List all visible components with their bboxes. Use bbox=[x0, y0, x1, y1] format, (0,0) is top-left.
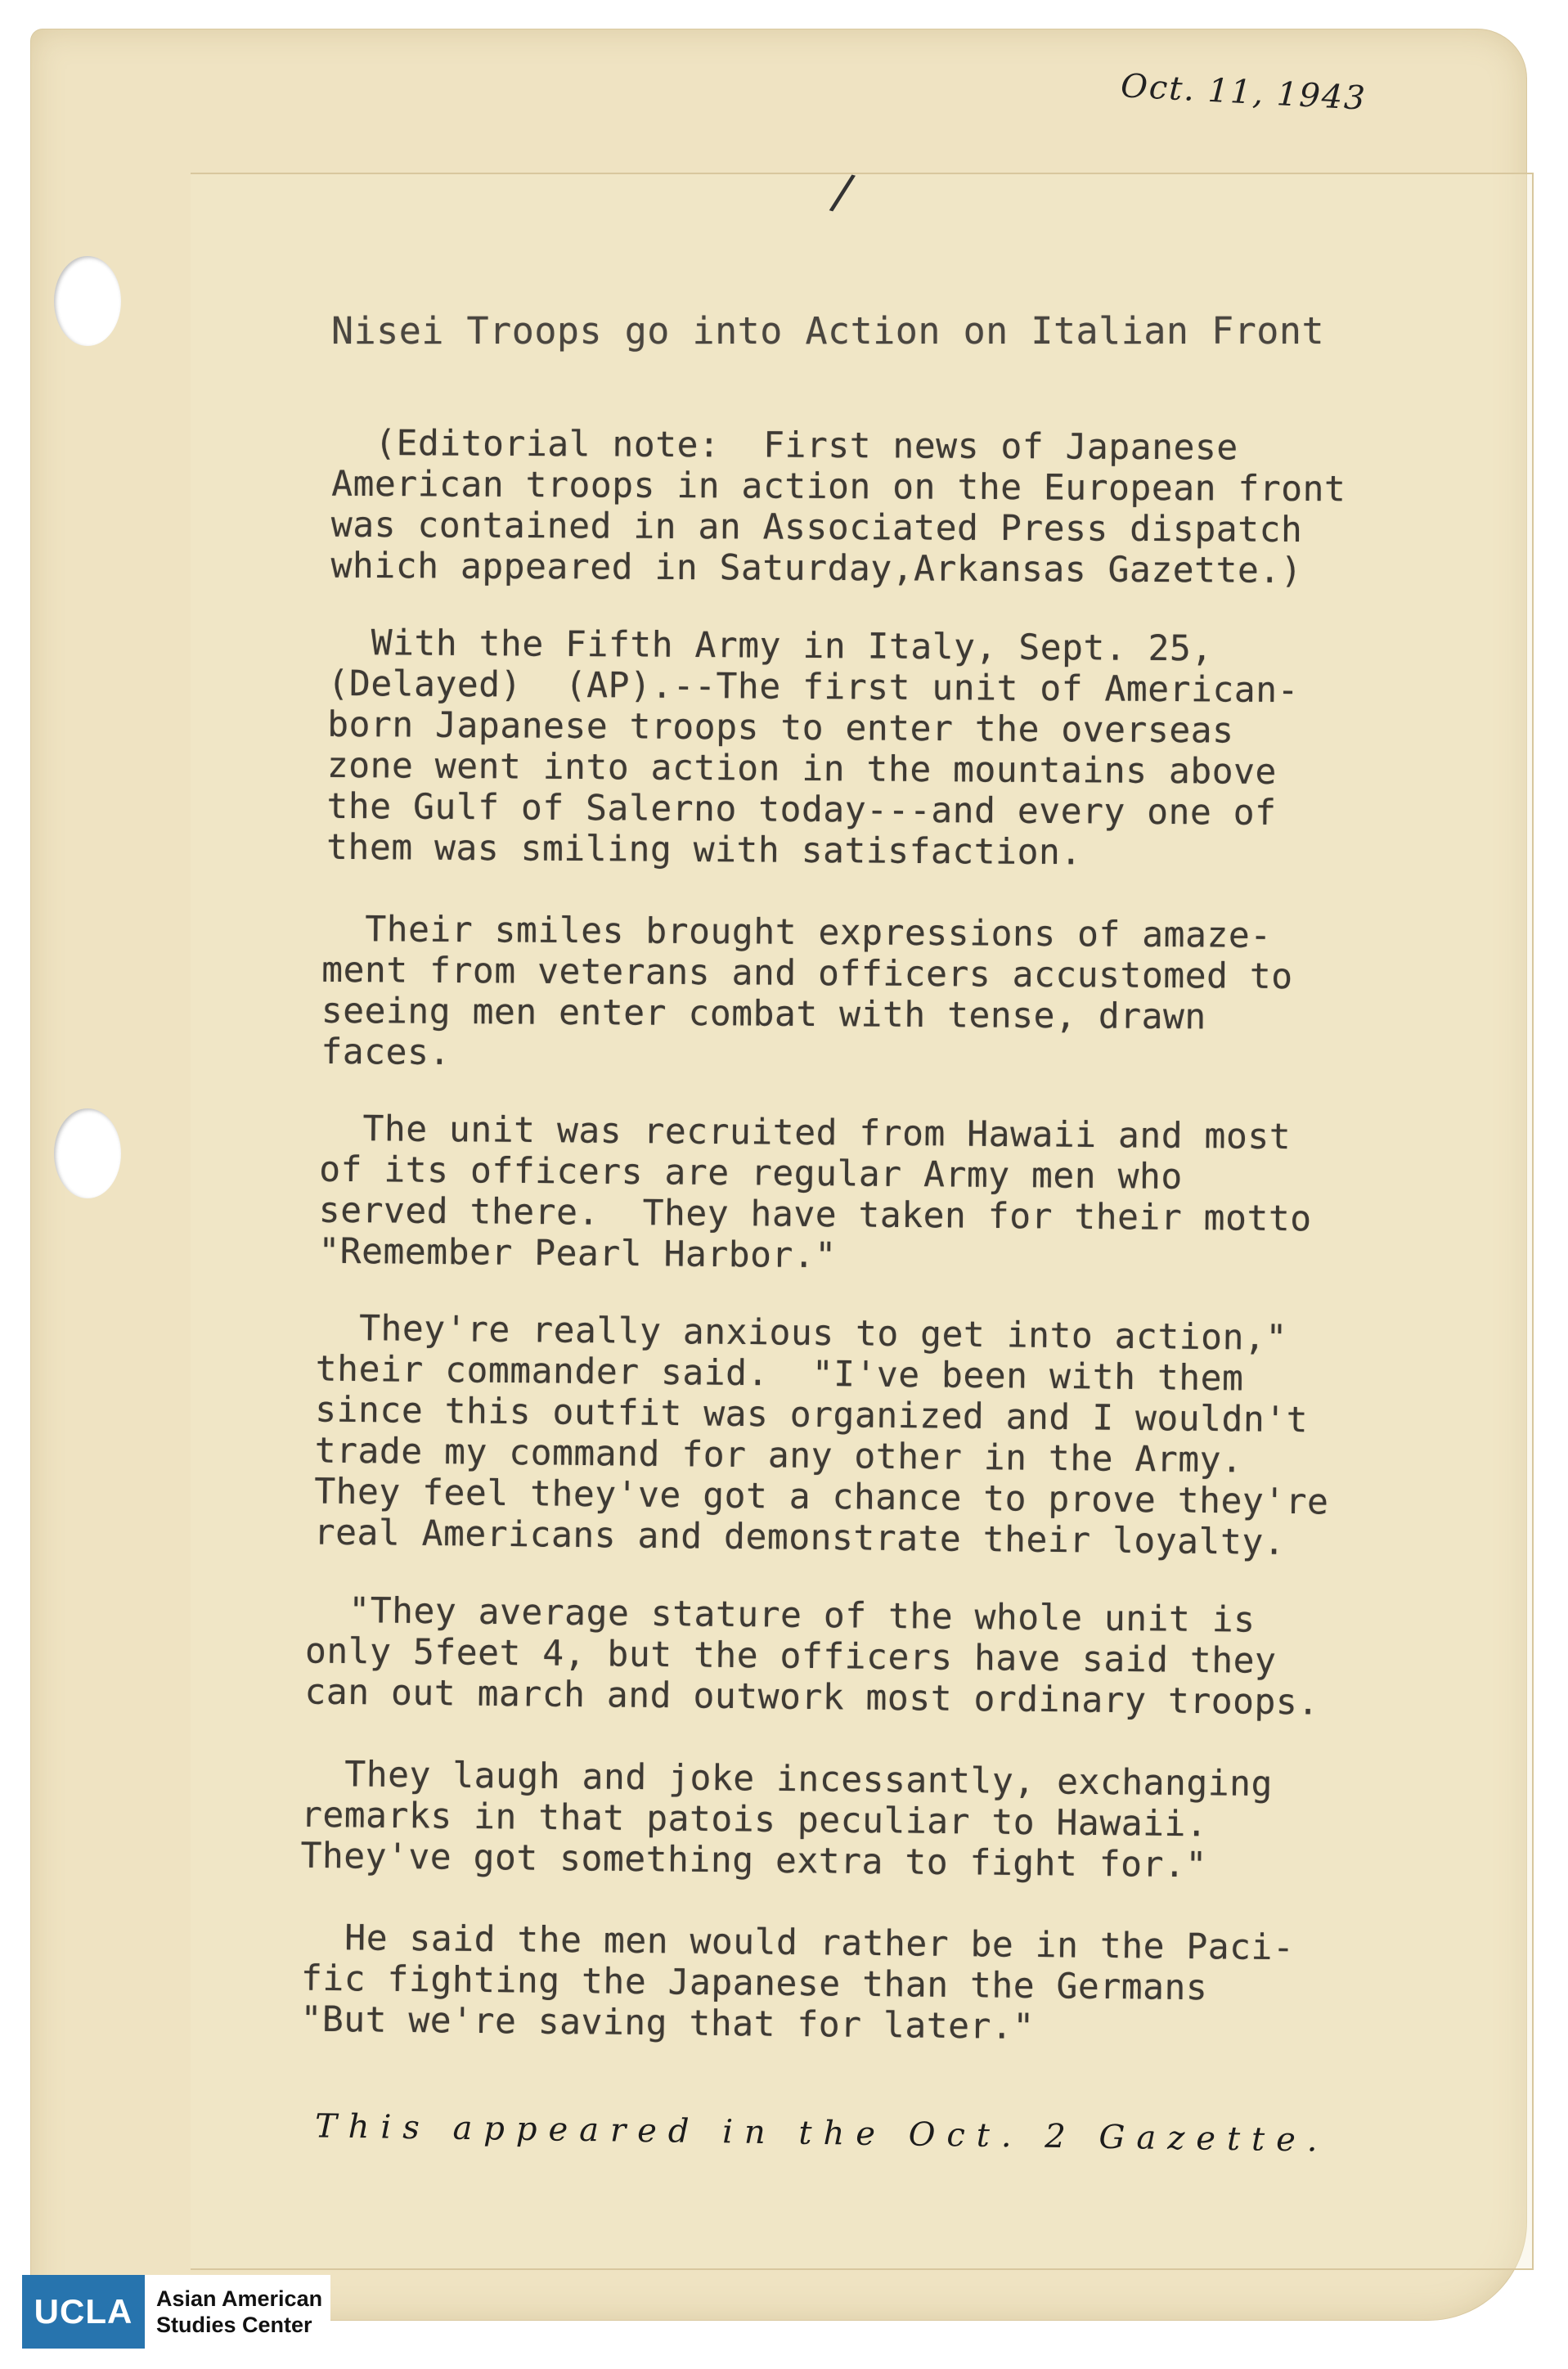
logo-ucla-mark: UCLA bbox=[22, 2275, 145, 2349]
logo-line-1: Asian American bbox=[156, 2286, 323, 2311]
paragraph-dateline: With the Fifth Army in Italy, Sept. 25, (Delayed) (AP).--The first unit of American- born Japanese troops to enter the overseas zone went into action in the mountains above the Gulf of Salerno today---and every one of them was smiling with satisfaction. bbox=[326, 622, 1300, 874]
article-title: Nisei Troops go into Action on Italian Front bbox=[331, 309, 1325, 353]
handwritten-footer-note: This appeared in the Oct. 2 Gazette. bbox=[314, 2107, 1329, 2160]
editorial-note: (Editorial note: First news of Japanese American troops in action on the European front was contained in an Associated Press dispatch which appeared in Saturday,Arkansas Gazette.) bbox=[330, 422, 1346, 591]
binder-hole-top bbox=[54, 256, 121, 346]
paragraph-pacific: He said the men would rather be in the Paci- fic fighting the Japanese than the Germans "But we're saving that for later." bbox=[300, 1917, 1295, 2048]
check-mark-icon: / bbox=[827, 162, 858, 223]
paragraph-smiles: Their smiles brought expressions of amaze- ment from veterans and officers accustomed to seeing men enter combat with tense, drawn faces. bbox=[321, 908, 1293, 1073]
logo-text bbox=[145, 2275, 330, 2349]
paragraph-unit: The unit was recruited from Hawaii and most of its officers are regular Army men who served there. They have taken for their motto "Remember Pearl Harbor." bbox=[318, 1108, 1312, 1277]
logo-line-2: Studies Center bbox=[156, 2313, 312, 2337]
ucla-aasc-logo bbox=[22, 2275, 330, 2349]
binder-hole-bottom bbox=[54, 1108, 121, 1198]
paragraph-stature: "They average stature of the whole unit is only 5feet 4, but the officers have said they can out march and outwork most ordinary troops. bbox=[304, 1589, 1319, 1724]
paragraph-commander-quote: They're really anxious to get into action," their commander said. "I've been with them since this outfit was organized and I wouldn't trade my command for any other in the Army. They feel they've got a chance to prove they're real Americans and demonstrate their loyalty. bbox=[313, 1307, 1329, 1563]
handwritten-date: Oct. 11, 1943 bbox=[1120, 67, 1368, 118]
paragraph-laugh: They laugh and joke incessantly, exchanging remarks in that patois peculiar to Hawaii. They've got something extra to fight for." bbox=[300, 1753, 1274, 1886]
